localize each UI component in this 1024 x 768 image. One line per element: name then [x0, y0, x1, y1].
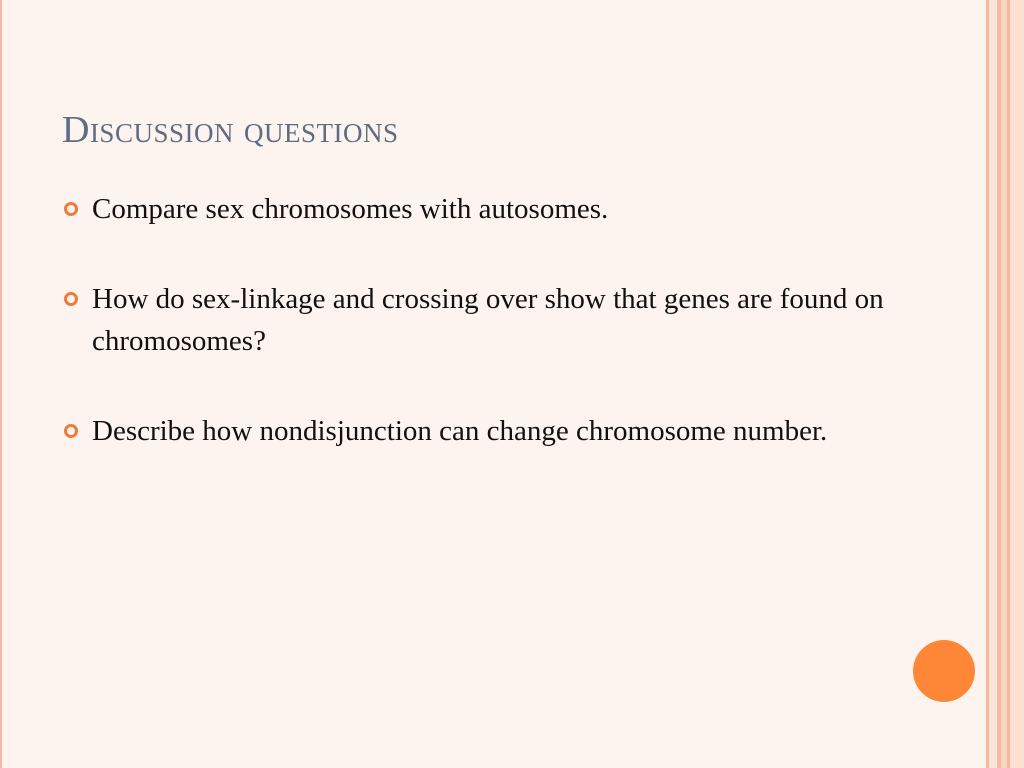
bullet-ring-icon: [64, 424, 78, 438]
bullet-list: [62, 188, 922, 500]
left-edge-stripe: [0, 0, 2, 768]
decorative-orange-circle: [913, 640, 975, 702]
bullet-text: Describe how nondisjunction can change chromosome number.: [92, 415, 828, 447]
stripe: [989, 0, 997, 768]
bullet-item: [62, 410, 922, 452]
bullet-item: [62, 188, 922, 230]
bullet-text: Compare sex chromosomes with autosomes.: [92, 193, 609, 225]
bullet-text: How do sex-linkage and crossing over show that genes are found on chromosomes?: [92, 283, 884, 357]
stripe: [1010, 0, 1024, 768]
bullet-ring-icon: [64, 292, 78, 306]
bullet-item: [62, 278, 922, 362]
slide-title: Discussion questions: [62, 109, 399, 151]
right-border-stripes: [980, 0, 1024, 768]
bullet-ring-icon: [64, 202, 78, 216]
